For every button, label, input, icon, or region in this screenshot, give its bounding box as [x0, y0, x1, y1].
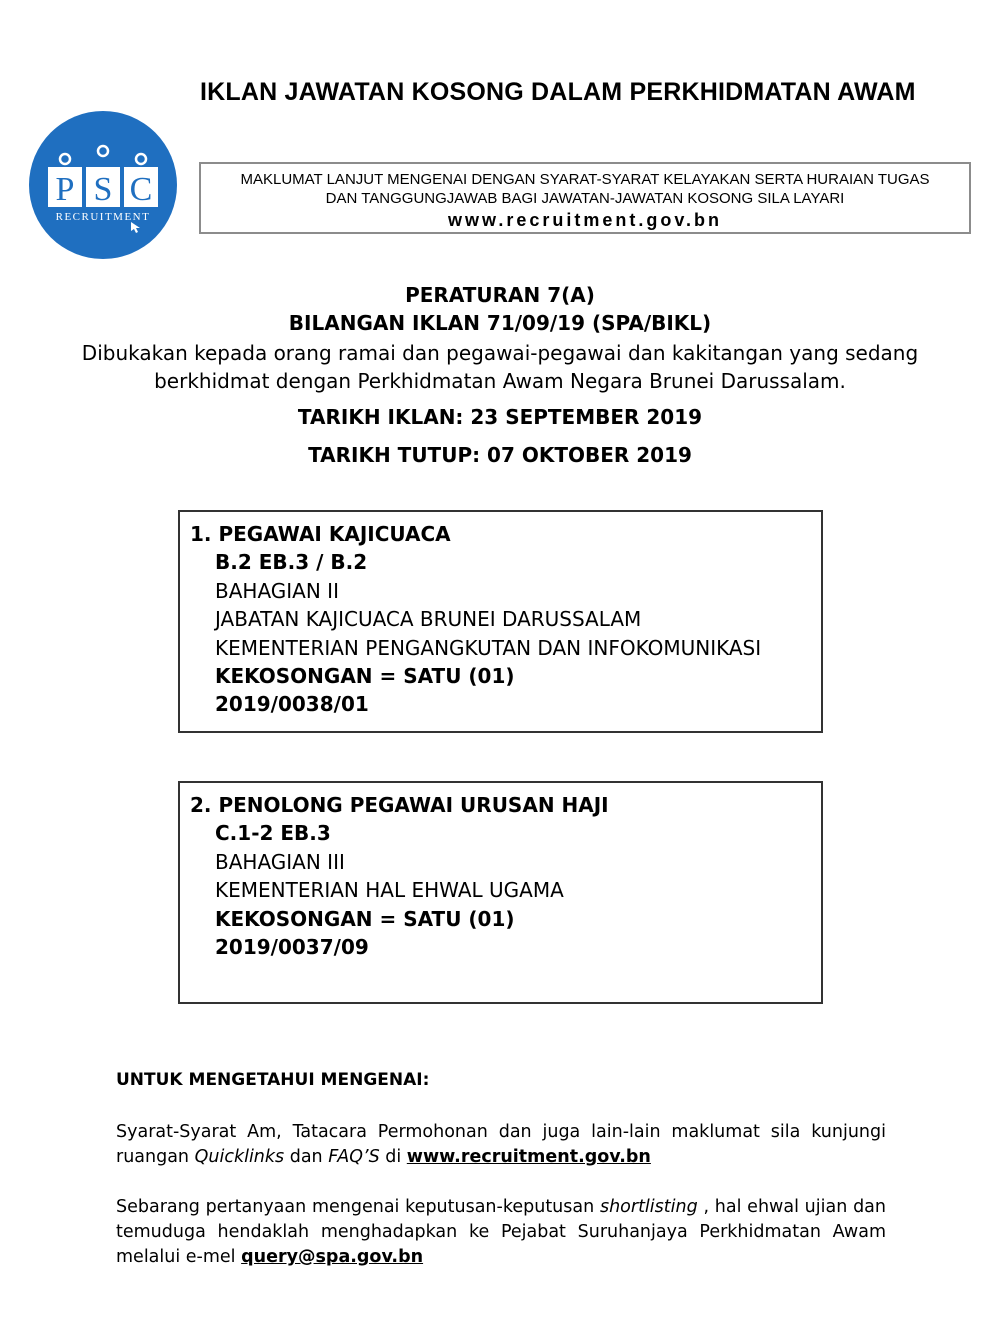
job-vacancy: KEKOSONGAN = SATU (01)	[215, 906, 515, 931]
para1-text-c: di	[379, 1147, 407, 1167]
para1-text-a: Syarat-Syarat Am, Tatacara Permohonan dan juga lain-lain maklumat sila kunjungi ruangan	[116, 1122, 886, 1167]
job-grade: C.1-2 EB.3	[215, 821, 331, 846]
para1-text-b: dan	[284, 1147, 329, 1167]
page-title: IKLAN JAWATAN KOSONG DALAM PERKHIDMATAN AWAM	[200, 78, 916, 106]
footer-paragraph-2	[116, 1195, 886, 1270]
regulation: PERATURAN 7(A)	[405, 283, 595, 307]
para2-text-b: , hal ehwal ujian dan temuduga hendaklah menghadapkan ke Pejabat Suruhanjaya Perkhidmatan Awam melalui e-mel	[116, 1197, 886, 1267]
info-line-1: MAKLUMAT LANJUT MENGENAI DENGAN SYARAT-SYARAT KELAYAKAN SERTA HURAIAN TUGAS	[240, 171, 930, 188]
job-division: BAHAGIAN III	[215, 849, 345, 874]
info-line-2: DAN TANGGUNGJAWAB BAGI JAWATAN-JAWATAN KOSONG SILA LAYARI	[325, 190, 845, 207]
quicklinks-text: Quicklinks	[194, 1147, 285, 1167]
footer-heading: UNTUK MENGETAHUI MENGENAI:	[116, 1070, 430, 1090]
job-title: 2. PENOLONG PEGAWAI URUSAN HAJI	[190, 793, 609, 817]
job-division: BAHAGIAN II	[215, 578, 339, 603]
logo-letter-p: P	[55, 171, 75, 208]
info-url[interactable]: www.recruitment.gov.bn	[447, 210, 723, 230]
job-box-2	[178, 781, 823, 1004]
faq-text: FAQ’S	[328, 1147, 380, 1167]
description-line-2: berkhidmat dengan Perkhidmatan Awam Negara Brunei Darussalam.	[154, 369, 846, 393]
job-department: JABATAN KAJICUACA BRUNEI DARUSSALAM	[215, 607, 642, 632]
email-link[interactable]: query@spa.gov.bn	[241, 1247, 424, 1267]
ad-number: BILANGAN IKLAN 71/09/19 (SPA/BIKL)	[288, 311, 712, 335]
job-box-1	[178, 510, 823, 733]
description	[40, 339, 960, 395]
info-box	[199, 162, 971, 234]
job-ministry: KEMENTERIAN HAL EHWAL UGAMA	[215, 878, 564, 903]
job-ministry: KEMENTERIAN PENGANGKUTAN DAN INFOKOMUNIKASI	[215, 635, 762, 660]
logo-letter-s: S	[93, 171, 113, 208]
ad-date: TARIKH IKLAN: 23 SEPTEMBER 2019	[297, 405, 703, 429]
para2-text-a: Sebarang pertanyaan mengenai keputusan-keputusan	[116, 1197, 600, 1217]
logo-subtitle: RECRUITMENT	[55, 211, 151, 223]
job-grade: B.2 EB.3 / B.2	[215, 550, 368, 575]
description-line-1: Dibukakan kepada orang ramai dan pegawai-pegawai dan kakitangan yang sedang	[81, 341, 919, 365]
footer-paragraph-1	[116, 1120, 886, 1170]
logo-letter-c: C	[129, 171, 153, 208]
job-ref: 2019/0038/01	[215, 692, 369, 717]
recruitment-link[interactable]: www.recruitment.gov.bn	[406, 1147, 651, 1167]
close-date: TARIKH TUTUP: 07 OKTOBER 2019	[308, 443, 692, 467]
shortlisting-text: shortlisting	[599, 1197, 698, 1217]
job-title: 1. PEGAWAI KAJICUACA	[190, 522, 451, 546]
job-ref: 2019/0037/09	[215, 935, 369, 960]
job-vacancy: KEKOSONGAN = SATU (01)	[215, 664, 515, 689]
psc-logo	[28, 110, 178, 260]
